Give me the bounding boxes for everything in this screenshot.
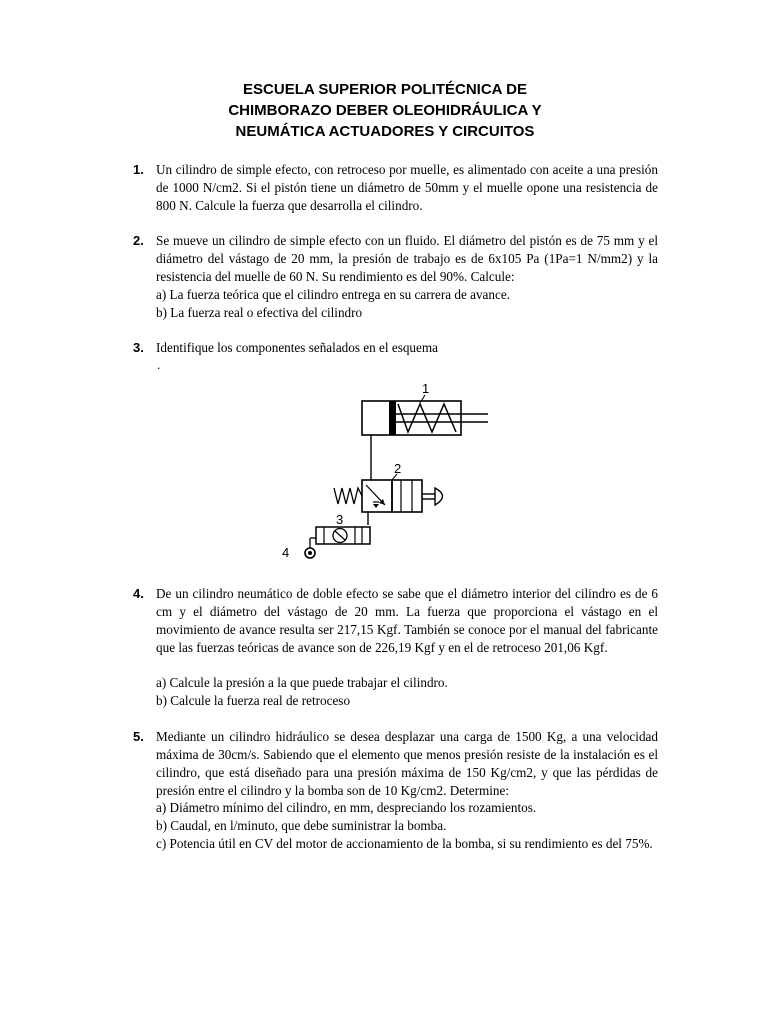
- question-2-text: Se mueve un cilindro de simple efecto con un fluido. El diámetro del pistón es de 75 mm y el diámetro del vástago de 20 mm, la presión de trabajo es de 6x105 Pa (1Pa=1 N/mm2) y la resistencia del muelle de 60 N. Su rendimiento es del 90%. Calcule:: [156, 233, 658, 284]
- question-2-item-a: a) La fuerza teórica que el cilindro entrega en su carrera de avance.: [156, 287, 511, 302]
- label-1: 1: [422, 381, 430, 396]
- label-4: 4: [282, 545, 290, 560]
- question-5-item-c: c) Potencia útil en CV del motor de accionamiento de la bomba, si su rendimiento es del 75%.: [156, 836, 653, 851]
- question-1-number: 1.: [133, 162, 144, 177]
- question-1-text: Un cilindro de simple efecto, con retroceso por muelle, es alimentado con aceite a una presión de 1000 N/cm2. Si el pistón tiene un diámetro de 50mm y el muelle opone una resistencia de 800 N. Calcule la fuerza que desarrolla el cilindro.: [156, 162, 658, 213]
- label-2: 2: [394, 461, 402, 476]
- push-button: [435, 488, 443, 505]
- question-3-dot: .: [157, 357, 161, 372]
- pneumatic-circuit-diagram: [270, 372, 490, 564]
- valve-square-right: [392, 480, 422, 512]
- valve-spring: [334, 488, 362, 504]
- title-line-2: CHIMBORAZO DEBER OLEOHIDRÁULICA Y: [228, 102, 542, 119]
- question-2-item-b: b) La fuerza real o efectiva del cilindro: [156, 305, 363, 320]
- gauge-needle: [335, 531, 345, 540]
- question-5-number: 5.: [133, 729, 144, 744]
- cylinder-body: [362, 401, 461, 435]
- document-title: [150, 79, 620, 142]
- question-5-text: Mediante un cilindro hidráulico se desea desplazar una carga de 1500 Kg, a una velocidad máxima de 30cm/s. Sabiendo que el elemento que menos presión resiste de la instalación es el cilindro, que está diseñado para una presión máxima de 150 Kg/cm2, y que las pérdidas de presión entre el cilindro y la bomba son de 10 Kg/cm2. Determine:: [156, 729, 658, 798]
- question-5-item-a: a) Diámetro mínimo del cilindro, en mm, despreciando los rozamientos.: [156, 800, 537, 815]
- question-4-number: 4.: [133, 586, 144, 601]
- question-3-text: Identifique los componentes señalados en el esquema: [156, 340, 438, 355]
- title-line-1: ESCUELA SUPERIOR POLITÉCNICA DE: [243, 81, 527, 98]
- question-4-text: De un cilindro neumático de doble efecto se sabe que el diámetro interior del cilindro es de 6 cm y el diámetro del vástago de 20 mm. La fuerza que proporciona el vástago en el movimiento de avance resulta ser 217,15 Kgf. También se conoce por el manual del fabricante que las fuerzas teóricas de avance son de 226,19 Kgf y en el de retroceso 201,06 Kgf.: [156, 586, 658, 655]
- title-line-3: NEUMÁTICA ACTUADORES Y CIRCUITOS: [235, 123, 535, 140]
- question-4-item-a: a) Calcule la presión a la que puede trabajar el cilindro.: [156, 675, 448, 690]
- label-3: 3: [336, 512, 344, 527]
- cylinder-piston: [389, 401, 396, 435]
- question-5-item-b: b) Caudal, en l/minuto, que debe suministrar la bomba.: [156, 818, 447, 833]
- valve-exhaust-triangle: [373, 504, 379, 508]
- question-4-item-b: b) Calcule la fuerza real de retroceso: [156, 693, 351, 708]
- pressure-source-center: [308, 551, 312, 555]
- question-3-number: 3.: [133, 340, 144, 355]
- cylinder-spring: [398, 404, 456, 432]
- question-2-number: 2.: [133, 233, 144, 248]
